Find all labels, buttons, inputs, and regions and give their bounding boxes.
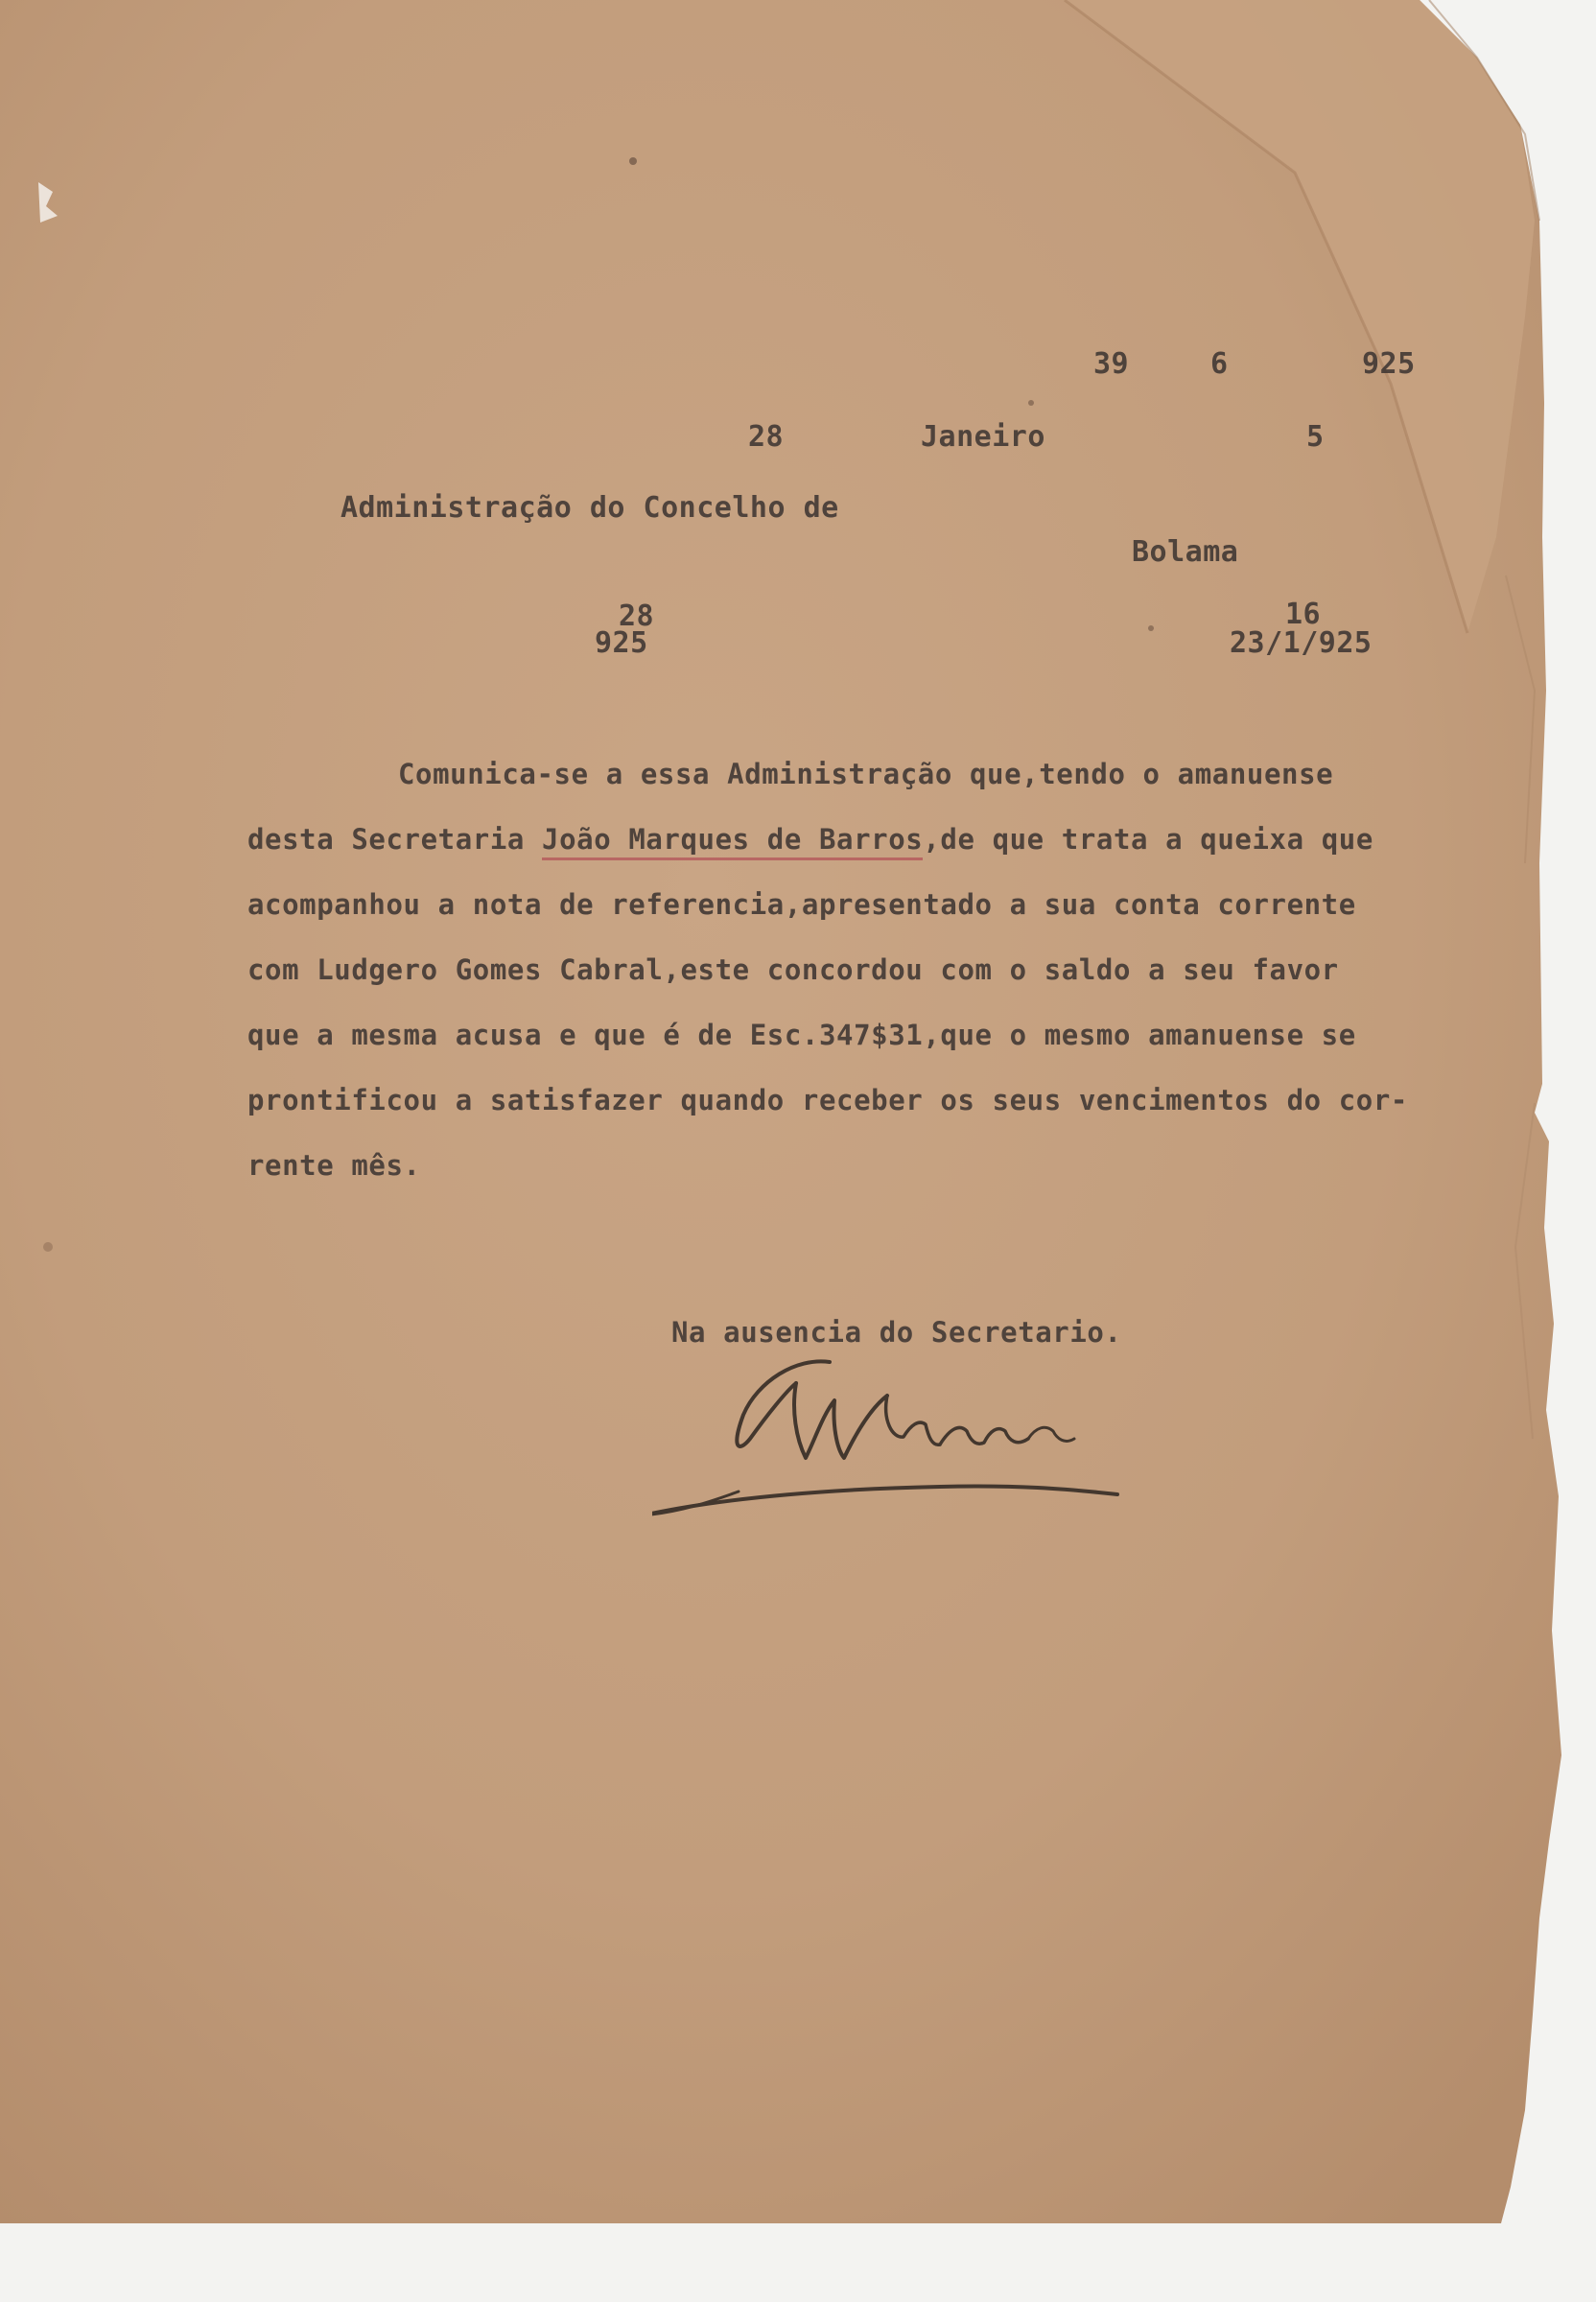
body-line-2-end: ,de que trata a queixa que (923, 823, 1373, 856)
body-line-3: acompanhou a nota de referencia,apresentado a sua conta corrente (247, 888, 1356, 921)
body-line-1: Comunica-se a essa Administração que,tendo o amanuense (398, 758, 1334, 790)
left-ref-top: 28 (619, 599, 655, 633)
reference-volume: 6 (1210, 347, 1229, 381)
addressee-line: Administração do Concelho de (340, 491, 839, 525)
employee-name: João Marques de Barros (542, 823, 923, 860)
date-number: 5 (1306, 420, 1325, 454)
body-line-7: rente mês. (247, 1149, 421, 1182)
date-day: 28 (748, 420, 785, 454)
body-line-2-start: desta Secretaria (247, 823, 543, 856)
location: Bolama (1132, 535, 1239, 569)
body-line-2 (247, 823, 1373, 856)
body-line-6: prontificou a satisfazer quando receber os seus vencimentos do cor- (247, 1084, 1408, 1116)
left-ref-bottom: 925 (595, 626, 648, 660)
body-line-5: que a mesma acusa e que é de Esc.347$31,que o mesmo amanuense se (247, 1019, 1356, 1051)
date-month: Janeiro (921, 420, 1045, 454)
right-ref-top: 16 (1285, 598, 1322, 631)
reference-number: 39 (1093, 347, 1130, 381)
body-line-4: com Ludgero Gomes Cabral,este concordou com o saldo a seu favor (247, 953, 1339, 986)
reference-year: 925 (1362, 347, 1416, 381)
right-ref-bottom: 23/1/925 (1230, 626, 1373, 660)
closing-line: Na ausencia do Secretario. (671, 1316, 1122, 1349)
handwritten-signature (652, 1324, 1151, 1544)
